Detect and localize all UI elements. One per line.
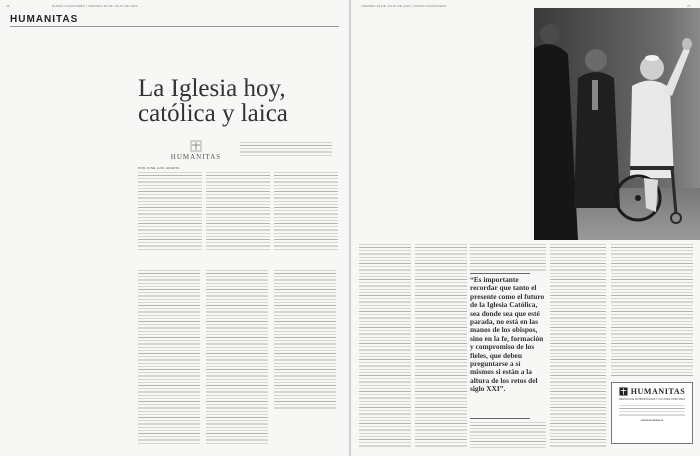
ad-logo-text: HUMANITAS <box>630 387 686 396</box>
right-folio-header: VIERNES 29 DE JULIO DE 2022 | DIARIO FINANCIERO <box>361 4 447 8</box>
humanitas-emblem-icon <box>190 140 202 152</box>
byline: POR JOSÉ LUIS HUERTA <box>138 166 180 170</box>
right-text-column-5 <box>611 244 693 378</box>
logo-text: HUMANITAS <box>170 153 222 161</box>
ad-subtitle: REVISTA DE ANTROPOLOGÍA Y CULTURA CRISTIANA <box>619 398 685 401</box>
section-rule <box>10 26 339 27</box>
section-label: HUMANITAS <box>10 14 79 25</box>
text-column-1 <box>138 172 202 250</box>
left-page <box>0 0 349 456</box>
headline <box>138 76 338 126</box>
headline-line-2: católica y laica <box>138 100 288 127</box>
pull-quote: “Es importante recordar que tanto el presente como el futuro de la Iglesia Católica, sea donde sea que esté parada, no está en las manos de los obispos, sino en la fe, formación y compromiso de los fieles, que deben preguntarse a sí mismos si están a la altura de los retos del siglo XXI”. <box>470 275 545 394</box>
photo-credit <box>527 14 531 74</box>
right-text-column-3-bottom <box>470 422 546 448</box>
headline-line-1: La Iglesia hoy, <box>138 75 286 102</box>
right-text-column-2 <box>415 244 467 448</box>
text-column-3 <box>274 172 338 250</box>
left-folio-header: DIARIO FINANCIERO | VIERNES 29 DE JULIO DE 2022 <box>52 4 138 8</box>
humanitas-ad-emblem-icon <box>619 387 628 396</box>
humanitas-ad <box>611 382 693 444</box>
deck-text-block <box>240 142 332 158</box>
text-column-2 <box>206 172 270 250</box>
left-folio-number: 46 <box>6 4 10 8</box>
right-folio-number: 47 <box>687 4 691 8</box>
ad-logo <box>612 387 692 396</box>
pull-quote-rule-top <box>470 273 530 274</box>
pope-photo-illustration <box>534 8 700 240</box>
ad-body-lines <box>619 405 685 417</box>
right-text-column-4 <box>550 244 606 448</box>
right-text-column-1 <box>359 244 411 448</box>
right-page <box>351 0 700 456</box>
ad-url: www.humanitas.cl <box>640 418 664 422</box>
pope-photo <box>534 8 700 240</box>
deck-text-lines <box>240 142 332 158</box>
text-column-4 <box>138 270 200 446</box>
humanitas-logo <box>158 140 234 161</box>
right-text-column-3-top <box>470 244 546 272</box>
text-column-6 <box>274 270 336 410</box>
text-column-5 <box>206 270 268 446</box>
pull-quote-rule-bottom <box>470 418 530 419</box>
